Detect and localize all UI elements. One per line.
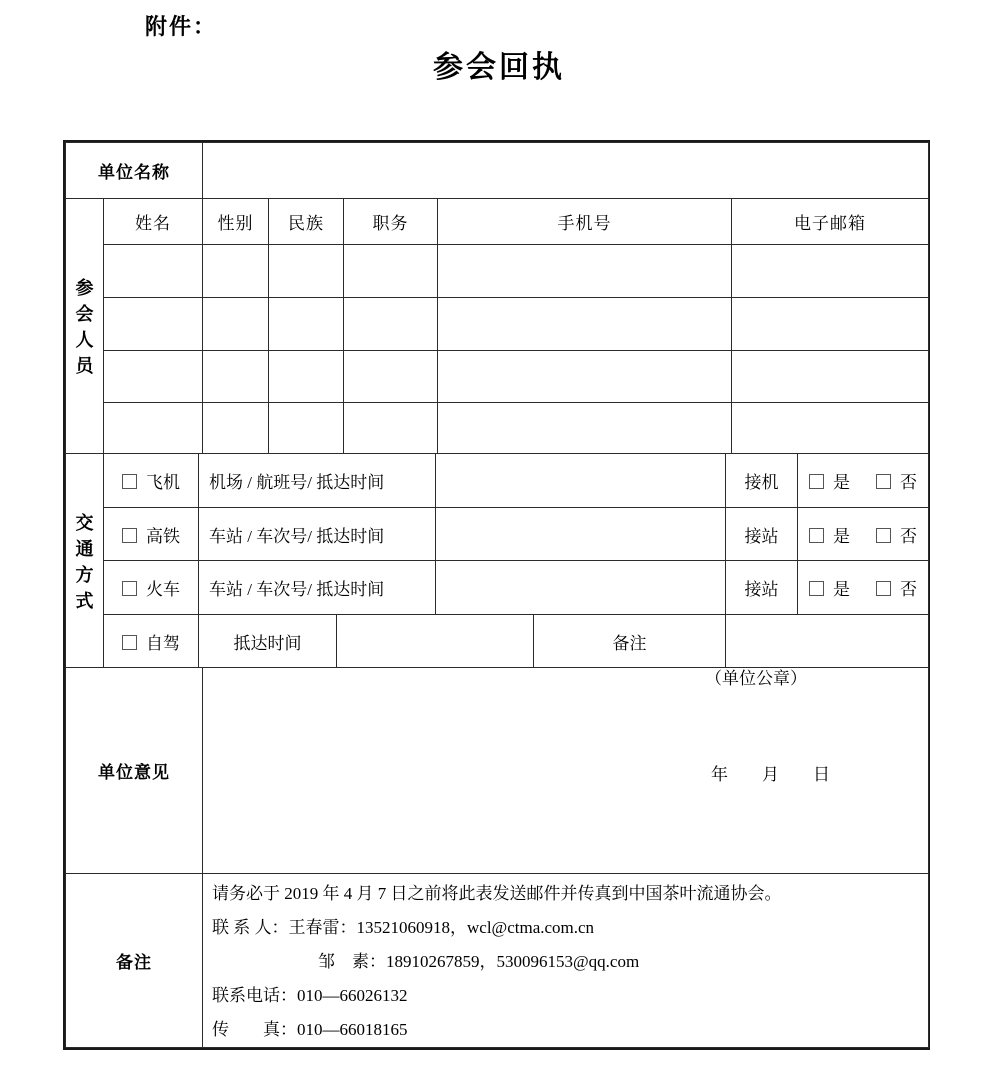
- remarks-contact2-line: 邹 素：18910267859，530096153@qq.com: [318, 952, 640, 971]
- train-label: 火车: [146, 580, 180, 599]
- highspeed-detail-label: 车站 / 车次号/ 抵达时间: [199, 508, 436, 561]
- column-header-name: 姓名: [104, 199, 203, 245]
- participant-mobile-cell[interactable]: [438, 298, 732, 351]
- plane-checkbox-icon[interactable]: [122, 474, 137, 489]
- remarks-content: [203, 874, 929, 1048]
- participant-row: [66, 351, 929, 403]
- page-title: 参会回执: [433, 51, 565, 84]
- highspeed-pickup-choice: [798, 508, 929, 561]
- train-pickup-label: 接站: [726, 561, 798, 615]
- highspeed-label: 高铁: [146, 526, 180, 546]
- plane-pickup-choice: [798, 454, 929, 508]
- remarks-fax-line: 传 真：010—66018165: [212, 1020, 408, 1039]
- attachment-label: 附件：: [145, 14, 218, 39]
- highspeed-pickup-label: 接站: [726, 508, 798, 561]
- participant-email-cell[interactable]: [732, 403, 929, 454]
- selfdrive-remark-label: 备注: [534, 615, 726, 668]
- participant-position-cell[interactable]: [344, 403, 438, 454]
- yes-checkbox-icon[interactable]: [809, 581, 824, 596]
- participant-email-cell[interactable]: [732, 245, 929, 298]
- unit-name-label: 单位名称: [66, 143, 203, 199]
- yes-label: 是: [833, 580, 851, 599]
- remarks-contact-line: 联 系 人：王春雷：13521060918，wcl@ctma.com.cn: [212, 918, 595, 937]
- participant-row: [66, 245, 929, 298]
- date-hint: 年 月 日: [711, 765, 830, 784]
- participant-name-cell[interactable]: [104, 351, 203, 403]
- participant-row: [66, 298, 929, 351]
- transport-group-label: [66, 454, 104, 668]
- participants-group-char: 人: [75, 330, 94, 350]
- participant-email-cell[interactable]: [732, 351, 929, 403]
- unit-opinion-label: 单位意见: [66, 668, 203, 874]
- yes-label: 是: [833, 473, 851, 492]
- participants-group-char: 员: [75, 356, 94, 376]
- participant-name-cell[interactable]: [104, 245, 203, 298]
- unit-name-band: [65, 142, 929, 199]
- train-detail-input-cell[interactable]: [436, 561, 726, 615]
- selfdrive-arrival-label: 抵达时间: [199, 615, 337, 668]
- reply-form-table: [63, 140, 930, 1050]
- transport-row-selfdrive: [66, 615, 929, 668]
- highspeed-checkbox-icon[interactable]: [122, 528, 137, 543]
- column-header-ethnicity: 民族: [269, 199, 344, 245]
- no-label: 否: [900, 473, 918, 492]
- participant-ethnicity-cell[interactable]: [269, 403, 344, 454]
- train-option[interactable]: [104, 561, 199, 615]
- transport-row-train: [66, 561, 929, 615]
- selfdrive-checkbox-icon[interactable]: [122, 635, 137, 650]
- transport-group-char: 方: [75, 564, 94, 585]
- highspeed-option[interactable]: [104, 508, 199, 561]
- participant-position-cell[interactable]: [344, 298, 438, 351]
- train-detail-label: 车站 / 车次号/ 抵达时间: [199, 561, 436, 615]
- participant-position-cell[interactable]: [344, 245, 438, 298]
- plane-option[interactable]: [104, 454, 199, 508]
- plane-detail-label: 机场 / 航班号/ 抵达时间: [199, 454, 436, 508]
- highspeed-pickup-no[interactable]: [876, 522, 917, 547]
- plane-label: 飞机: [146, 473, 180, 492]
- participant-name-cell[interactable]: [104, 403, 203, 454]
- plane-pickup-label: 接机: [726, 454, 798, 508]
- unit-opinion-input-cell[interactable]: [203, 668, 929, 874]
- participants-group-char: 会: [75, 304, 94, 324]
- participant-gender-cell[interactable]: [203, 298, 269, 351]
- no-label: 否: [900, 526, 918, 546]
- train-checkbox-icon[interactable]: [122, 581, 137, 596]
- column-header-mobile: 手机号: [438, 199, 732, 245]
- selfdrive-label: 自驾: [146, 633, 180, 653]
- participants-band: [65, 198, 929, 454]
- participant-row: [66, 403, 929, 454]
- plane-pickup-no[interactable]: [876, 468, 917, 493]
- participant-mobile-cell[interactable]: [438, 351, 732, 403]
- highspeed-detail-input-cell[interactable]: [436, 508, 726, 561]
- participant-mobile-cell[interactable]: [438, 403, 732, 454]
- no-checkbox-icon[interactable]: [876, 528, 891, 543]
- transport-row-highspeed: [66, 508, 929, 561]
- transport-band: [65, 453, 929, 668]
- transport-group-char: 交: [75, 512, 94, 533]
- selfdrive-arrival-input-cell[interactable]: [337, 615, 534, 668]
- no-checkbox-icon[interactable]: [876, 581, 891, 596]
- column-header-email: 电子邮箱: [732, 199, 929, 245]
- unit-opinion-band: [65, 667, 929, 874]
- participants-group-label: [66, 199, 104, 454]
- participant-ethnicity-cell[interactable]: [269, 245, 344, 298]
- highspeed-pickup-yes[interactable]: [809, 522, 850, 547]
- participant-gender-cell[interactable]: [203, 351, 269, 403]
- train-pickup-choice: [798, 561, 929, 615]
- train-pickup-yes[interactable]: [809, 575, 850, 600]
- transport-group-char: 式: [75, 590, 94, 611]
- participant-ethnicity-cell[interactable]: [269, 298, 344, 351]
- remarks-deadline-line: 请务必于 2019 年 4 月 7 日之前将此表发送邮件并传真到中国茶叶流通协会。: [212, 884, 782, 903]
- no-label: 否: [900, 580, 918, 599]
- selfdrive-remark-input-cell[interactable]: [726, 615, 929, 668]
- yes-checkbox-icon[interactable]: [809, 528, 824, 543]
- participant-name-cell[interactable]: [104, 298, 203, 351]
- participant-position-cell[interactable]: [344, 351, 438, 403]
- plane-pickup-yes[interactable]: [809, 468, 850, 493]
- participant-ethnicity-cell[interactable]: [269, 351, 344, 403]
- participants-group-char: 参: [75, 278, 94, 298]
- participant-mobile-cell[interactable]: [438, 245, 732, 298]
- transport-group-char: 通: [75, 538, 94, 559]
- yes-checkbox-icon[interactable]: [809, 474, 824, 489]
- seal-and-date: [705, 668, 830, 856]
- selfdrive-option[interactable]: [104, 615, 199, 668]
- remarks-phone-line: 联系电话：010—66026132: [212, 986, 408, 1005]
- yes-label: 是: [833, 526, 851, 546]
- participant-gender-cell[interactable]: [203, 245, 269, 298]
- participant-email-cell[interactable]: [732, 298, 929, 351]
- transport-row-plane: [66, 454, 929, 508]
- column-header-gender: 性别: [203, 199, 269, 245]
- no-checkbox-icon[interactable]: [876, 474, 891, 489]
- unit-seal-hint: （单位公章）: [705, 669, 807, 688]
- participant-gender-cell[interactable]: [203, 403, 269, 454]
- unit-name-input-cell[interactable]: [203, 143, 929, 199]
- remarks-band: [65, 873, 929, 1048]
- plane-detail-input-cell[interactable]: [436, 454, 726, 508]
- train-pickup-no[interactable]: [876, 575, 917, 600]
- remarks-label: 备注: [66, 874, 203, 1048]
- column-header-position: 职务: [344, 199, 438, 245]
